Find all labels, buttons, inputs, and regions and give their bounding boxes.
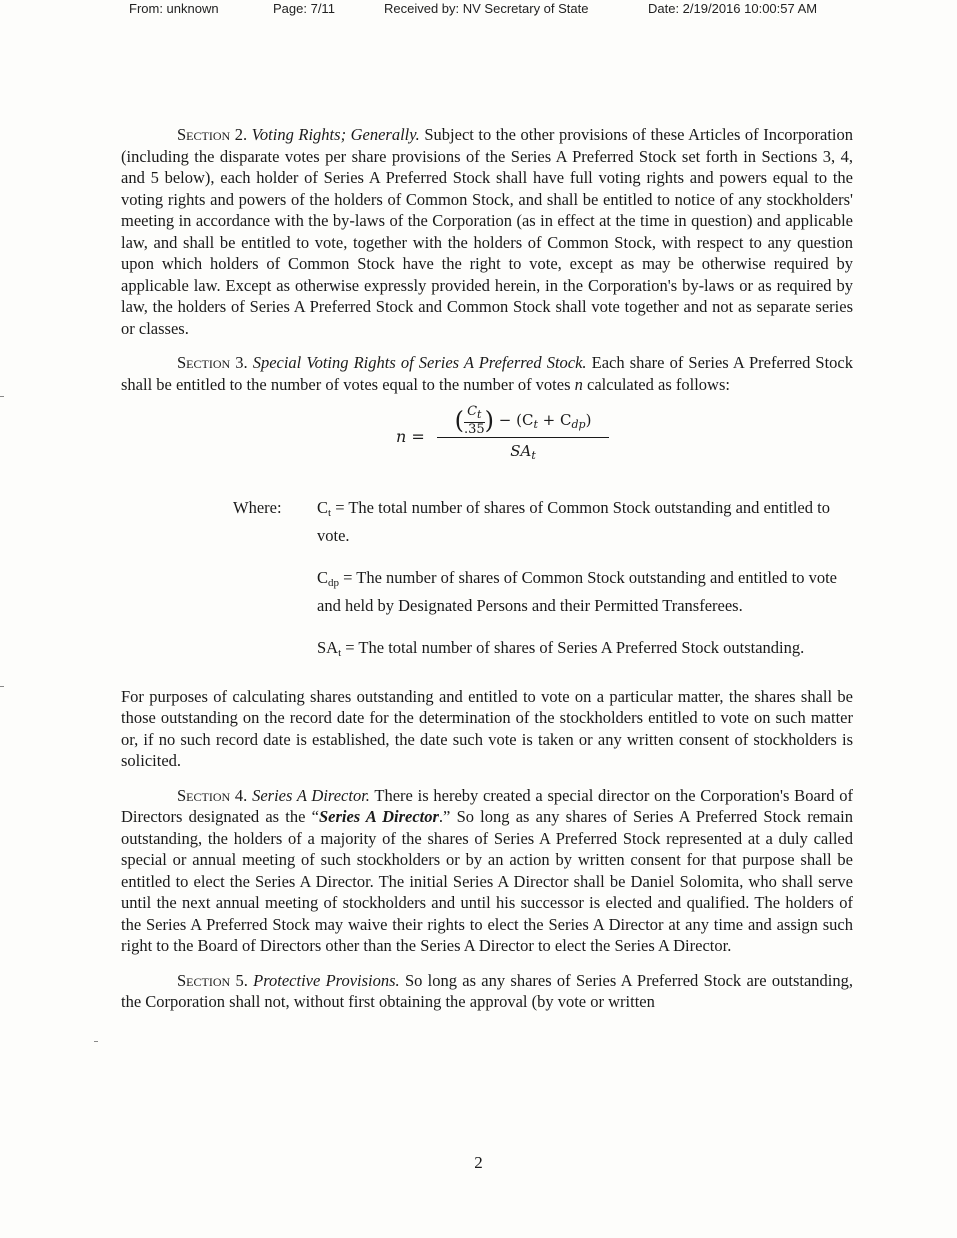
formula-plus-sub: dp bbox=[571, 418, 586, 431]
section-4-body-a: There is hereby created a special director on the Corporation's Board of Directors designated as the “ bbox=[121, 785, 854, 826]
section-4-label: Section 4. bbox=[177, 785, 248, 805]
fax-header bbox=[0, 0, 957, 20]
formula-ct-sub: t bbox=[477, 408, 482, 421]
definition-text: = The total number of shares of Common Stock outstanding and entitled to vote. bbox=[317, 498, 830, 545]
section-2 bbox=[121, 124, 853, 339]
fax-date: Date: 2/19/2016 10:00:57 AM bbox=[648, 1, 818, 16]
formula-ct: C bbox=[467, 404, 478, 419]
definition-sub: t bbox=[338, 647, 342, 659]
scan-mark bbox=[0, 686, 4, 687]
purposes-paragraph: For purposes of calculating shares outstanding and entitled to vote on a particular matter, the shares shall be those outstanding on the record date for the determination of the stockholders entitled to vote on such matter or, if no such record date is established, the date such vote is taken or any written consent of stockholders is solicited. bbox=[121, 686, 853, 770]
definition-symbol: C bbox=[317, 498, 329, 517]
section-3 bbox=[121, 352, 853, 395]
where-label: Where: bbox=[233, 498, 282, 517]
formula-denominator bbox=[437, 438, 609, 467]
section-3-n: n bbox=[574, 374, 583, 394]
section-4-body-b: .” So long as any shares of Series A Preferred Stock remain outstanding, the holders of a majority of the shares of Series A Preferred Stock represented at a duly called special or annual meeting of such stockholders or by an action by written consent for that purpose shall be entitled to elect the Series A Director. The initial Series A Director shall be Daniel Solomita, who shall serve until the next annual meeting of stockholders and until his successor is elected and qualified. The holders of the Series A Preferred Stock may waive their rights to elect the Series A Director at any time and assign such right to the Board of Directors other than the Series A Director to elect the Series A Director. bbox=[121, 807, 853, 955]
definitions bbox=[121, 497, 853, 665]
section-3-body-b: calculated as follows: bbox=[587, 374, 730, 394]
section-3-label: Section 3. bbox=[177, 353, 248, 372]
definition-ct bbox=[317, 497, 853, 546]
formula-numerator: ( $\frac{C_t}{.35}$ ) − $(C_t + C_{dp})$ bbox=[454, 404, 592, 437]
definition-sub: t bbox=[328, 507, 332, 519]
page-number: 2 bbox=[474, 1153, 483, 1172]
definition-symbol: C bbox=[317, 568, 329, 587]
scan-mark bbox=[94, 1041, 98, 1042]
scan-mark bbox=[0, 396, 4, 397]
formula-inner-fraction bbox=[464, 405, 485, 437]
section-2-title: Voting Rights; Generally. bbox=[251, 125, 420, 144]
section-4 bbox=[121, 785, 853, 957]
definition-sat bbox=[317, 637, 853, 665]
section-3-title: Special Voting Rights of Series A Preferred Stock. bbox=[252, 353, 587, 372]
section-2-label: Section 2. bbox=[177, 125, 248, 144]
formula-sa: SA bbox=[510, 442, 532, 460]
section-4-title: Series A Director. bbox=[252, 785, 370, 805]
section-4-defined-term: Series A Director bbox=[318, 807, 439, 826]
section-5-label: Section 5. bbox=[177, 970, 248, 990]
section-5 bbox=[121, 970, 853, 1013]
section-3-body-a: Each share of Series A Preferred Stock shall be entitled to the number of votes equal to the number of votes bbox=[121, 353, 854, 394]
fax-received: Received by: NV Secretary of State bbox=[384, 1, 589, 16]
formula-fraction bbox=[437, 401, 609, 467]
vote-formula bbox=[121, 401, 853, 485]
formula-plus: + C bbox=[542, 411, 572, 429]
definition-text: = The total number of shares of Series A Preferred Stock outstanding. bbox=[345, 638, 805, 657]
definition-symbol: SA bbox=[317, 638, 339, 657]
fax-page: Page: 7/11 bbox=[273, 1, 335, 16]
formula-minus: − (C bbox=[498, 411, 534, 429]
formula-035: .35 bbox=[463, 422, 485, 437]
section-5-title: Protective Provisions. bbox=[253, 970, 400, 990]
formula-close: ) bbox=[585, 411, 592, 429]
formula-minus-sub: t bbox=[533, 418, 538, 431]
formula-sa-sub: t bbox=[531, 449, 536, 462]
section-5-body: So long as any shares of Series A Preferred Stock are outstanding, the Corporation shall not, without first obtaining the approval (by vote or written bbox=[121, 970, 853, 1011]
document-page bbox=[121, 124, 853, 1013]
fax-from: From: unknown bbox=[129, 1, 219, 16]
section-2-body: Subject to the other provisions of these Articles of Incorporation (including the disparate votes per share provisions of the Series A Preferred Stock set forth in Sections 3, 4, and 5 below), each holder of Series A Preferred Stock shall have full voting rights and powers equal to the voting rights and powers of the holders of Common Stock, and shall be entitled to notice of any stockholders' meeting in accordance with the by-laws of the Corporation (as in effect at the time in question) and applicable law, and shall be entitled to vote, together with the holders of Common Stock, with respect to any question upon which holders of Common Stock have the right to vote, except as may be otherwise required by applicable law. Except as otherwise expressly provided herein, in the Corporation's by-laws or as required by law, the holders of Series A Preferred Stock and Common Stock shall vote together and not as separate series or classes. bbox=[121, 125, 854, 338]
definition-cdp bbox=[317, 567, 853, 616]
definition-text: = The number of shares of Common Stock outstanding and entitled to vote and held by Designated Persons and their Permitted Transferees. bbox=[317, 568, 837, 615]
definition-sub: dp bbox=[328, 577, 340, 589]
formula-lhs: n = bbox=[396, 427, 425, 446]
